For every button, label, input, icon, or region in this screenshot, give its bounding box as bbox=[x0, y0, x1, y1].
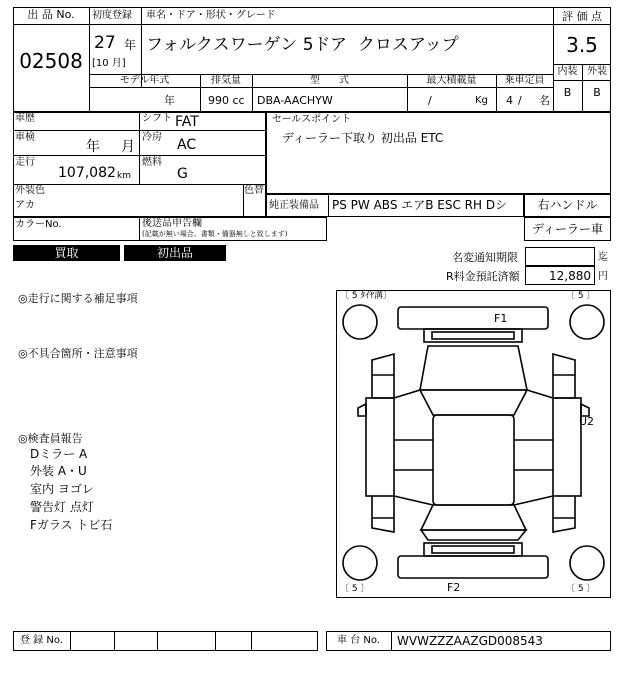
displacement-value: 990 cc bbox=[208, 94, 245, 107]
hood bbox=[420, 346, 527, 390]
fuel-label: 燃料 bbox=[142, 157, 162, 168]
capacity-value: 4 bbox=[506, 94, 513, 107]
rear-left-wheel bbox=[343, 546, 377, 580]
tire-tread-front-left: 〔 5 ﾀｲﾔ溝〕 bbox=[340, 291, 392, 301]
recycle-value: 12,880 bbox=[549, 269, 591, 283]
equipment-items: PS PW ABS エアB ESC RH Dシ bbox=[332, 198, 508, 212]
front-right-wheel bbox=[570, 305, 604, 339]
model-year-unit: 年 bbox=[164, 94, 175, 107]
exterior-grade: B bbox=[593, 86, 601, 99]
trunk bbox=[421, 530, 526, 540]
recycle-label: R料金預託済額 bbox=[446, 270, 520, 283]
chassis-label: 車 台 No. bbox=[337, 635, 380, 646]
model-year-label: モデル年式 bbox=[119, 75, 170, 86]
inspector-report-title: ◎検査員報告 bbox=[18, 432, 83, 445]
shift-value: FAT bbox=[175, 114, 199, 130]
first-listing-badge: 初出品 bbox=[124, 245, 226, 261]
ext-color-label: 外装色 bbox=[15, 185, 45, 196]
color-change-label: 色替 bbox=[244, 185, 264, 196]
first-reg-month: [10 月] bbox=[92, 58, 126, 69]
driving-notes-title: ◎走行に関する補足事項 bbox=[18, 292, 138, 305]
sales-label: セールスポイント bbox=[272, 114, 352, 125]
inspection-year-unit: 年 bbox=[86, 139, 100, 155]
mileage-label: 走行 bbox=[15, 157, 35, 168]
fuel-value: G bbox=[177, 166, 188, 182]
ac-label: 冷房 bbox=[142, 132, 162, 143]
inspection-month-unit: 月 bbox=[121, 139, 135, 155]
load-slash: / bbox=[428, 94, 432, 107]
capacity-label: 乗車定員 bbox=[504, 75, 545, 86]
capacity-slash: / bbox=[518, 94, 522, 107]
report-line: 外装 A・U bbox=[30, 464, 87, 478]
rating-value: 3.5 bbox=[566, 33, 598, 57]
name-change-label: 名変通知期限 bbox=[452, 251, 518, 264]
reg-no-label: 登 録 No. bbox=[20, 635, 63, 646]
damage-mark-u2: U2 bbox=[579, 415, 595, 428]
recycle-unit: 円 bbox=[598, 271, 608, 282]
handle-value: 右ハンドル bbox=[537, 198, 598, 212]
report-line: 室内 ヨゴレ bbox=[30, 482, 94, 496]
report-line: Fガラス トビ石 bbox=[30, 518, 113, 532]
name-change-box bbox=[525, 247, 595, 266]
shift-label: シフト bbox=[142, 113, 172, 124]
max-load-label: 最大積載量 bbox=[426, 75, 477, 86]
lot-number: 02508 bbox=[19, 49, 83, 73]
first-reg-year: 27 bbox=[94, 33, 116, 53]
interior-label: 内装 bbox=[557, 66, 578, 77]
left-side bbox=[372, 354, 394, 375]
ext-color-value: アカ bbox=[15, 200, 35, 211]
left-mirror bbox=[358, 404, 366, 416]
rating-label: 評 価 点 bbox=[562, 10, 602, 23]
exterior-label: 外装 bbox=[587, 66, 607, 77]
name-change-unit: 迄 bbox=[598, 252, 608, 263]
ac-value: AC bbox=[177, 137, 197, 153]
damage-mark-f1: F1 bbox=[494, 312, 508, 325]
type-code: DBA-AACHYW bbox=[257, 94, 333, 107]
car-name: フォルクスワーゲン 5ドア クロスアップ bbox=[146, 35, 459, 55]
tire-tread-front-right: 〔 5 〕 bbox=[566, 291, 596, 301]
capacity-unit: 名 bbox=[539, 94, 550, 107]
first-reg-year-unit: 年 bbox=[124, 38, 137, 52]
type-label: 型 式 bbox=[309, 75, 350, 86]
dealer-value: ディーラー車 bbox=[531, 222, 604, 236]
report-line: 警告灯 点灯 bbox=[30, 500, 94, 514]
tire-tread-rear-left: 〔 5 〕 bbox=[340, 584, 370, 594]
defect-notes-title: ◎不具合箇所・注意事項 bbox=[18, 347, 138, 360]
sales-text: ディーラー下取り 初出品 ETC bbox=[282, 131, 444, 145]
history-label: 車歴 bbox=[15, 113, 35, 124]
first-reg-label: 初度登録 bbox=[92, 10, 132, 21]
post-docs-note: (記載が無い場合、書類・備器無しと致します) bbox=[142, 230, 288, 238]
rear-right-wheel bbox=[570, 546, 604, 580]
front-left-wheel bbox=[343, 305, 377, 339]
equipment-label: 純正装備品 bbox=[269, 200, 319, 211]
load-unit: Kg bbox=[475, 95, 488, 106]
mileage-unit: km bbox=[117, 171, 131, 181]
interior-grade: B bbox=[563, 86, 572, 99]
rear-window bbox=[421, 505, 526, 530]
car-diagram bbox=[336, 290, 611, 598]
lot-label: 出 品 No. bbox=[27, 8, 75, 21]
roof bbox=[433, 415, 514, 505]
right-side bbox=[553, 354, 575, 375]
damage-mark-f2: F2 bbox=[447, 581, 461, 594]
rear-bumper bbox=[398, 556, 548, 578]
buy-badge: 買取 bbox=[13, 245, 120, 261]
color-no-label: カラーNo. bbox=[15, 219, 62, 230]
report-line: Dミラー A bbox=[30, 447, 88, 461]
front-bumper bbox=[398, 307, 548, 329]
mileage-value: 107,082 bbox=[58, 165, 116, 181]
post-docs-label: 後送品申告欄 bbox=[142, 218, 202, 229]
windshield bbox=[420, 390, 527, 415]
chassis-number: WVWZZZAAZGD008543 bbox=[397, 634, 543, 648]
tire-tread-rear-right: 〔 5 〕 bbox=[566, 584, 596, 594]
car-name-header: 車名・ドア・形状・グレード bbox=[146, 10, 276, 21]
displacement-label: 排気量 bbox=[211, 75, 241, 86]
inspection-label: 車検 bbox=[15, 132, 35, 143]
